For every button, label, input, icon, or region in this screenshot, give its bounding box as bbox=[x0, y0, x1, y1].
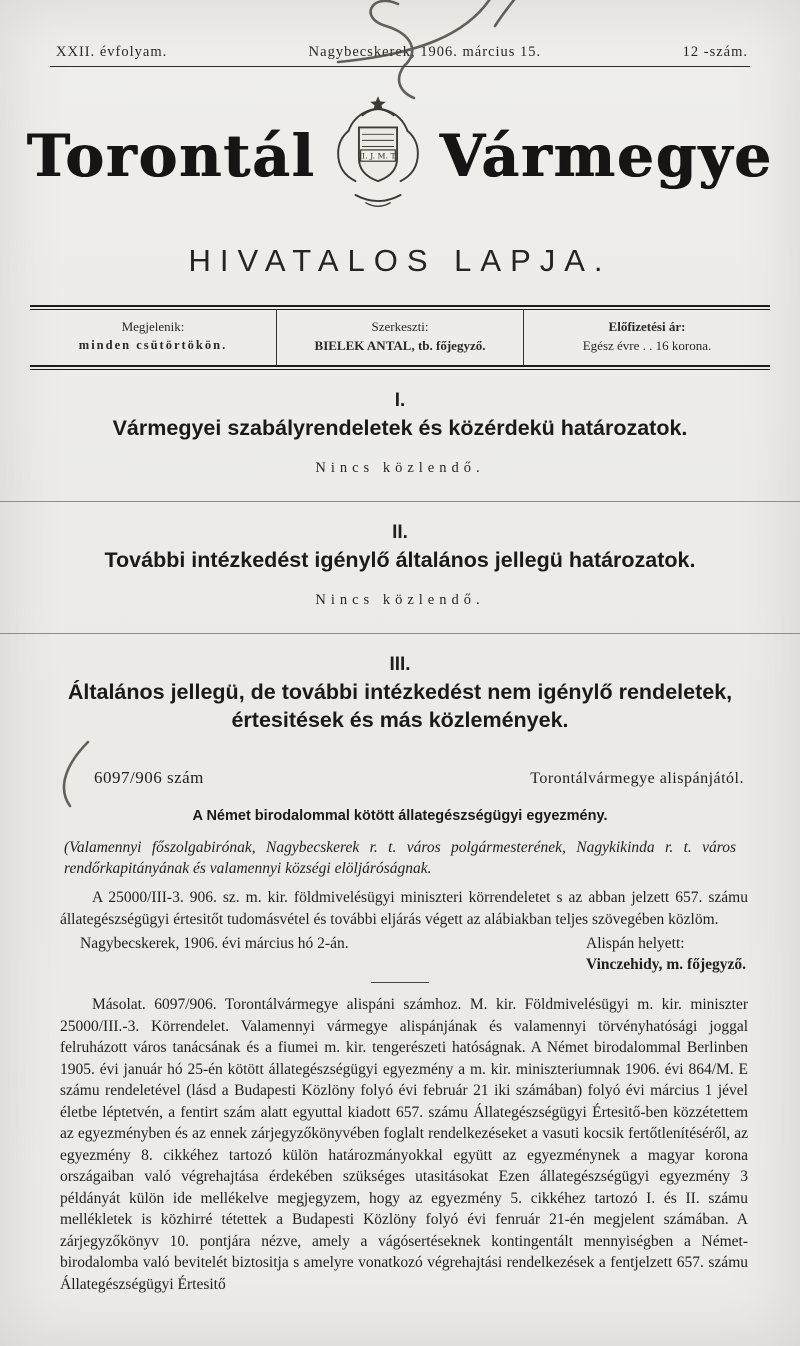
info-bar bbox=[30, 310, 770, 365]
article-ref-number: 6097/906 szám bbox=[94, 768, 204, 787]
article-dateline-row bbox=[80, 933, 746, 975]
article-headline: A Német birodalommal kötött állategészségügyi egyezmény. bbox=[192, 808, 608, 824]
section-2-status: Nincs közlendő. bbox=[315, 592, 485, 608]
section-1 bbox=[0, 390, 800, 477]
section-divider-1 bbox=[0, 501, 800, 502]
section-2-title: További intézkedést igénylő általános jellegü határozatok. bbox=[104, 548, 696, 572]
section-2-numeral: II. bbox=[392, 522, 408, 543]
info-editor bbox=[276, 310, 523, 365]
masthead-title-left: Torontál bbox=[26, 122, 316, 190]
section-divider-2 bbox=[0, 633, 800, 634]
volume-label: XXII. évfolyam. bbox=[56, 44, 168, 60]
editor-label: Szerkeszti: bbox=[371, 319, 429, 334]
publish-label: Megjelenik: bbox=[121, 319, 185, 334]
article-paragraph-1: A 25000/III-3. 906. sz. m. kir. földmivelésügyi miniszteri körrendeletet s az abban jelzett 657. számu állategészségügyi értesitőt tudomásvétel és további eljárás végett az alábiakban teljes szövegében közlöm. bbox=[60, 889, 748, 928]
section-3-title: Általános jellegü, de további intézkedést nem igénylő rendeletek, értesitések és más közlemények. bbox=[67, 680, 733, 732]
masthead-subtitle: HIVATALOS LAPJA. bbox=[188, 243, 612, 278]
publish-value: minden csütörtökön. bbox=[78, 338, 228, 352]
place-date-label: Nagybecskerek, 1906. március 15. bbox=[308, 44, 542, 60]
article-addressees: (Valamennyi főszolgabirónak, Nagybecskerek r. t. város polgármesterének, Nagykikinda r. t. város rendőrkapitányának és valamennyi községi elöljáróságnak. bbox=[64, 839, 736, 877]
subscription-value: Egész évre . . 16 korona. bbox=[582, 338, 712, 353]
article-signature bbox=[586, 933, 746, 975]
info-publishing bbox=[30, 310, 276, 365]
masthead-title-right: Vármegye bbox=[439, 122, 774, 190]
article-ref-line bbox=[94, 768, 744, 788]
subscription-label: Előfizetési ár: bbox=[608, 319, 686, 334]
top-dateline bbox=[56, 44, 748, 61]
article-dateline: Nagybecskerek, 1906. évi március hó 2-án. bbox=[80, 935, 349, 952]
section-3 bbox=[0, 654, 800, 734]
signature-role: Alispán helyett: bbox=[586, 935, 685, 952]
info-subscription bbox=[523, 310, 770, 365]
coat-of-arms-icon bbox=[326, 89, 430, 223]
masthead bbox=[0, 77, 800, 235]
section-1-status: Nincs közlendő. bbox=[315, 460, 485, 476]
header-rule bbox=[50, 66, 750, 67]
emblem-motto: II. J. M. T. bbox=[358, 151, 397, 161]
issue-number-label: 12 -szám. bbox=[682, 44, 748, 60]
signature-divider bbox=[371, 982, 429, 983]
article-paragraph-2: Másolat. 6097/906. Torontálvármegye alispáni számhoz. M. kir. Földmivelésügyi m. kir. miniszter 25000/III.-3. Körrendelet. Valamennyi vármegye alispánjának és valamennyi törvényhatósági joggal felruházott város tanácsának és a fiumei m. kir. tengerészeti hatóságnak. A Német birodalommal Berlinben 1905. évi január hó 25-én kötött állategészségügyi egyezmény a m. kir. miniszteriumnak 1906. évi 864/M. E számu rendeletével (lásd a Budapesti Közlöny folyó évi február 21 iki számában) folyó évi március 1 jével életbe léptetvén, a fentirt szám alatt egyuttal kiadott 657. számu Állategészségügyi Értesitő-ben közzétettem az egyezményben és az ennek zárjegyzőkönyvében foglalt rendelkezéseket a vasuti kocsik fertőtlenítéséről, az egyezmény 8. cikkéhez tartozó külön határozmányokkal együtt az egyezménynek a magyar korona országaiban való végrehajtása érdekében szükséges utasitásokat Ezen állategészségügyi egyezmény 3 példányát külön ide mellékelve megjegyzem, hogy az egyezmény 5. cikkéhez tartozó I. és II. számu mellékletek is közhirré tétettek a Budapesti Közlöny folyó évi fenruár 21-én megjelent számában. A zárjegyzőkönyv 10. pontjára nézve, amely a vágósertéseknek kontingentált mennyiségben a Német-birodalomba való bevitelét biztositja s amelyre vonatkozó végrehajtási rendelkezések a fentjelzett 657. számu Állategészségügyi Értesitő bbox=[60, 996, 748, 1293]
signature-name: Vinczehidy, m. főjegyző. bbox=[586, 956, 746, 973]
section-1-title: Vármegyei szabályrendeletek és közérdekü határozatok. bbox=[112, 416, 688, 440]
section-3-numeral: III. bbox=[389, 654, 411, 675]
double-rule-bottom bbox=[30, 365, 770, 370]
article-ref-source: Torontálvármegye alispánjától. bbox=[530, 770, 744, 787]
section-1-numeral: I. bbox=[394, 390, 406, 411]
section-2 bbox=[0, 522, 800, 609]
editor-value: BIELEK ANTAL, tb. főjegyző. bbox=[314, 338, 486, 353]
